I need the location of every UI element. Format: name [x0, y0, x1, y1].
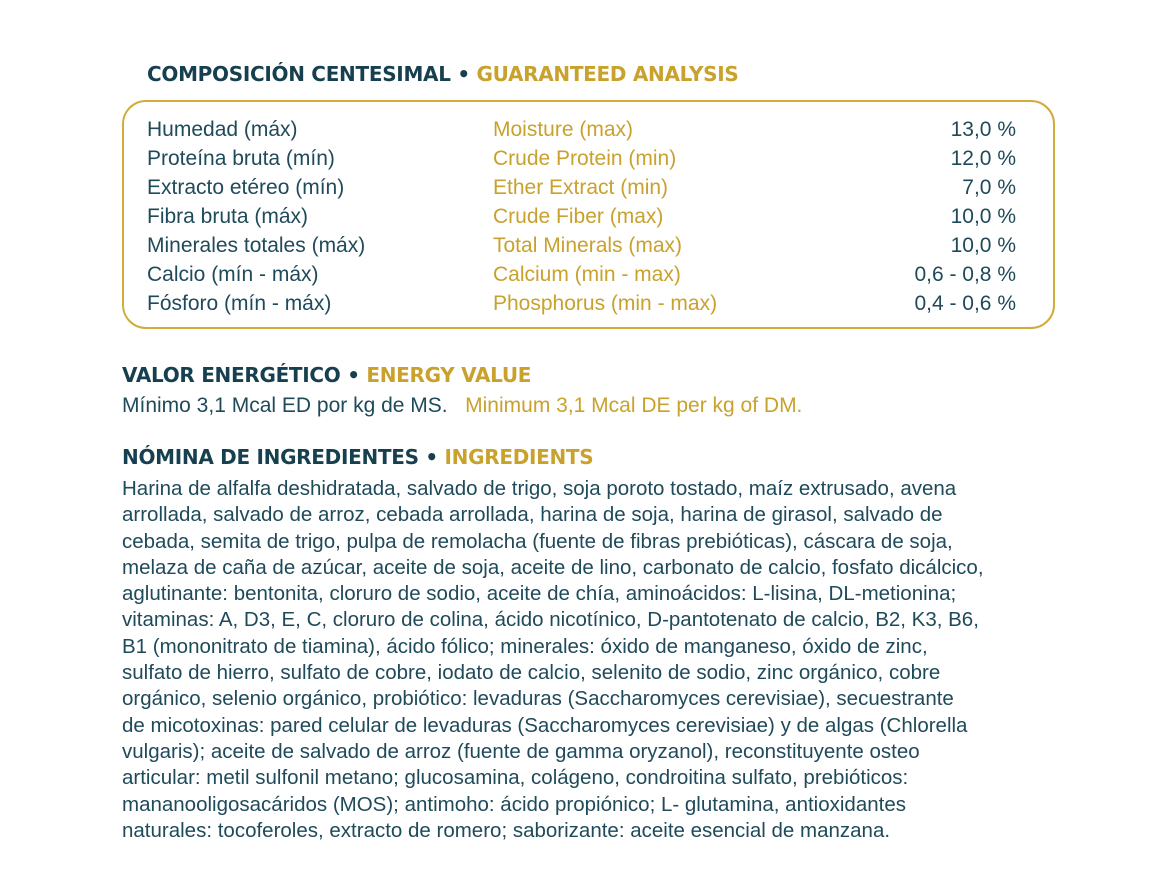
analysis-heading: [147, 62, 739, 86]
heading-separator: •: [347, 363, 360, 387]
nutrient-value: 0,4 - 0,6 %: [914, 292, 1016, 315]
ingredients-line: vulgaris); aceite de salvado de arroz (fuente de gamma oryzanol), reconstituyente osteo: [122, 739, 920, 763]
nutrient-value: 13,0 %: [950, 118, 1016, 141]
analysis-row: [124, 231, 1053, 260]
nutrient-label-es: Minerales totales (máx): [147, 234, 366, 257]
ingredients-line: de micotoxinas: pared celular de levaduras (Saccharomyces cerevisiae) y de algas (Chlorella: [122, 713, 968, 737]
ingredients-line: orgánico, selenio orgánico, probiótico: levaduras (Saccharomyces cerevisiae), secuestrante: [122, 687, 954, 711]
nutrient-label-en: Phosphorus (min - max): [493, 292, 718, 315]
analysis-row: [124, 202, 1053, 231]
analysis-row: [124, 115, 1053, 144]
energy-title-es: VALOR ENERGÉTICO: [122, 363, 341, 387]
energy-title-en: ENERGY VALUE: [366, 363, 532, 387]
energy-value-text: [122, 392, 802, 420]
nutrient-label-en: Ether Extract (min): [493, 176, 669, 199]
ingredients-line: melaza de caña de azúcar, aceite de soja, aceite de lino, carbonato de calcio, fosfato dicálcico,: [122, 555, 984, 579]
analysis-title-es: COMPOSICIÓN CENTESIMAL: [147, 62, 451, 86]
ingredients-title-en: INGREDIENTS: [444, 445, 594, 469]
ingredients-line: mananooligosacáridos (MOS); antimoho: ácido propiónico; L- glutamina, antioxidantes: [122, 792, 906, 816]
ingredients-line: cebada, semita de trigo, pulpa de remolacha (fuente de fibras prebióticas), cáscara de soja,: [122, 529, 953, 553]
nutrient-label-es: Humedad (máx): [147, 118, 298, 141]
nutrient-value: 12,0 %: [950, 147, 1016, 170]
nutrient-label-en: Total Minerals (max): [493, 234, 683, 257]
nutrient-value: 10,0 %: [950, 234, 1016, 257]
ingredients-title-es: NÓMINA DE INGREDIENTES: [122, 445, 419, 469]
nutrient-value: 7,0 %: [962, 176, 1016, 199]
analysis-table: [122, 100, 1055, 329]
nutrient-label-es: Fósforo (mín - máx): [147, 292, 332, 315]
nutrient-label-en: Calcium (min - max): [493, 263, 681, 286]
analysis-title-en: GUARANTEED ANALYSIS: [476, 62, 739, 86]
ingredients-line: naturales: tocoferoles, extracto de romero; saborizante: aceite esencial de manzana.: [122, 818, 891, 842]
energy-text-es: Mínimo 3,1 Mcal ED por kg de MS.: [122, 394, 448, 417]
analysis-row: [124, 289, 1053, 318]
nutrient-label-es: Extracto etéreo (mín): [147, 176, 345, 199]
energy-heading: [122, 363, 531, 387]
analysis-row: [124, 144, 1053, 173]
ingredients-line: articular: metil sulfonil metano; glucosamina, colágeno, condroitina sulfato, prebióticos:: [122, 766, 909, 790]
heading-separator: •: [457, 62, 470, 86]
heading-separator: •: [425, 445, 438, 469]
nutrient-label-es: Calcio (mín - máx): [147, 263, 319, 286]
ingredients-line: aglutinante: bentonita, cloruro de sodio, aceite de chía, aminoácidos: L-lisina, DL-metionina;: [122, 582, 957, 606]
nutrient-label-en: Crude Fiber (max): [493, 205, 664, 228]
analysis-row: [124, 173, 1053, 202]
energy-text-en: Minimum 3,1 Mcal DE per kg of DM.: [465, 394, 803, 417]
analysis-row: [124, 260, 1053, 289]
nutrient-label-es: Fibra bruta (máx): [147, 205, 309, 228]
ingredients-heading: [122, 445, 593, 469]
ingredients-line: arrollada, salvado de arroz, cebada arrollada, harina de soja, harina de girasol, salvado de: [122, 503, 943, 527]
ingredients-line: B1 (mononitrato de tiamina), ácido fólico; minerales: óxido de manganeso, óxido de zinc,: [122, 634, 928, 658]
nutrient-value: 0,6 - 0,8 %: [914, 263, 1016, 286]
ingredients-line: vitaminas: A, D3, E, C, cloruro de colina, ácido nicotínico, D-pantotenato de calcio, B2, K3, B6,: [122, 608, 979, 632]
nutrient-label-es: Proteína bruta (mín): [147, 147, 335, 170]
nutrient-label-en: Crude Protein (min): [493, 147, 677, 170]
ingredients-line: sulfato de hierro, sulfato de cobre, iodato de calcio, selenito de sodio, zinc orgánico, cobre: [122, 661, 941, 685]
nutrient-value: 10,0 %: [950, 205, 1016, 228]
nutrient-label-en: Moisture (max): [493, 118, 634, 141]
ingredients-line: Harina de alfalfa deshidratada, salvado de trigo, soja poroto tostado, maíz extrusado, avena: [122, 477, 957, 500]
ingredients-list: [122, 476, 1067, 844]
